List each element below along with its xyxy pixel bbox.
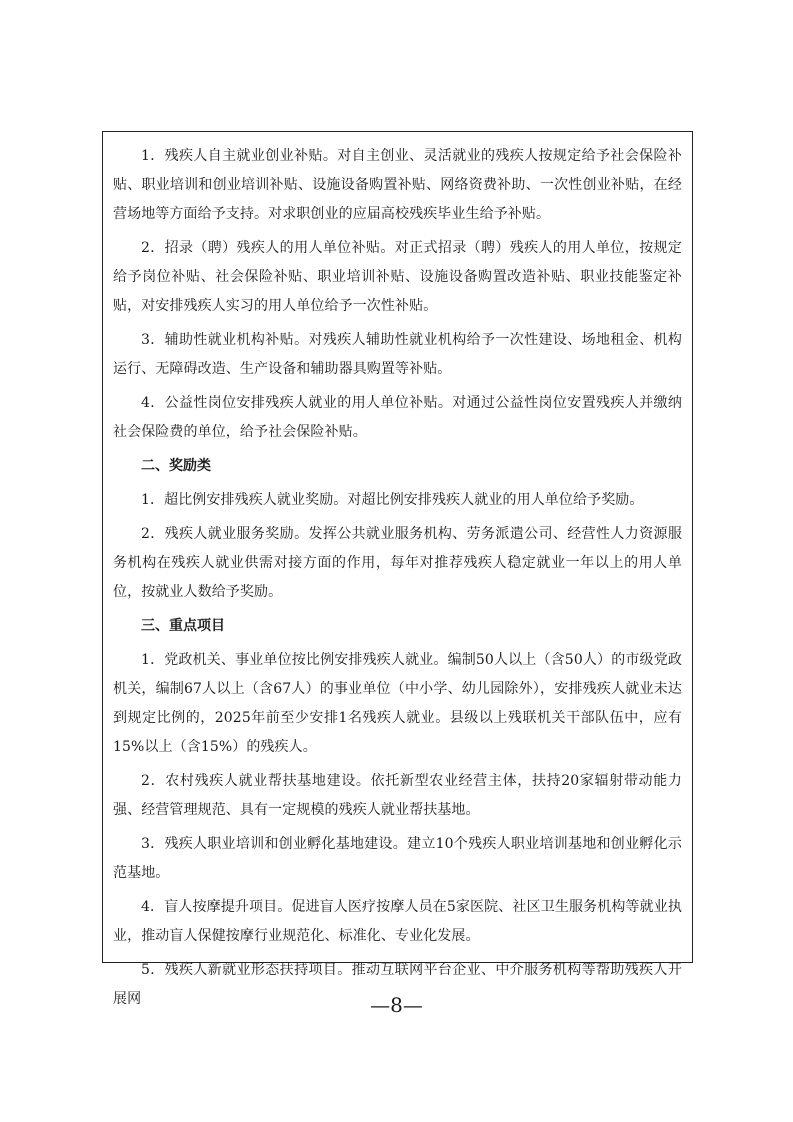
paragraph-subsidy-public-welfare: 4．公益性岗位安排残疾人就业的用人单位补贴。对通过公益性岗位安置残疾人并缴纳社会保险费的单位，给予社会保险补贴。 [113,395,682,440]
paragraph-project-rural-base: 2．农村残疾人就业帮扶基地建设。依托新型农业经营主体，扶持20家辐射带动能力强、经营管理规范、具有一定规模的残疾人就业帮扶基地。 [113,773,682,818]
paragraph-subsidy-auxiliary: 3．辅助性就业机构补贴。对残疾人辅助性就业机构给予一次性建设、场地租金、机构运行、无障碍改造、生产设备和辅助器具购置等补贴。 [113,332,682,377]
content-frame [102,131,693,1007]
paragraph-subsidy-self-employment: 1．残疾人自主就业创业补贴。对自主创业、灵活就业的残疾人按规定给予社会保险补贴、职业培训和创业培训补贴、设施设备购置补贴、网络资费补助、一次性创业补贴，在经营场地等方面给予支持。对求职创业的应届高校残疾毕业生给予补贴。 [113,148,682,222]
paragraph-project-training-base: 3．残疾人职业培训和创业孵化基地建设。建立10个残疾人职业培训基地和创业孵化示范基地。 [113,836,682,881]
paragraph-reward-service: 2．残疾人就业服务奖励。发挥公共就业服务机构、劳务派遣公司、经营性人力资源服务机构在残疾人就业供需对接方面的作用，每年对推荐残疾人稳定就业一年以上的用人单位，按就业人数给予奖励。 [113,526,682,600]
paragraph-subsidy-employer: 2．招录（聘）残疾人的用人单位补贴。对正式招录（聘）残疾人的用人单位，按规定给予岗位补贴、社会保险补贴、职业培训补贴、设施设备购置改造补贴、职业技能鉴定补贴，对安排残疾人实习的用人单位给予一次性补贴。 [113,240,682,314]
section-heading-key-projects: 三、重点项目 [141,618,225,634]
paragraph-reward-over-ratio: 1．超比例安排残疾人就业奖励。对超比例安排残疾人就业的用人单位给予奖励。 [141,492,644,508]
paragraph-project-new-employment: 5．残疾人新就业形态扶持项目。推动互联网平台企业、中介服务机构等帮助残疾人开展网 [113,962,682,1007]
paragraph-project-party-organs: 1．党政机关、事业单位按比例安排残疾人就业。编制50人以上（含50人）的市级党政机关，编制67人以上（含67人）的事业单位（中小学、幼儿园除外），安排残疾人就业未达到规定比例的，2025年前至少安排1名残疾人就业。县级以上残联机关干部队伍中，应有15%以上（含15%）的残疾人。 [113,652,682,755]
paragraph-project-blind-massage: 4．盲人按摩提升项目。促进盲人医疗按摩人员在5家医院、社区卫生服务机构等就业执业，推动盲人保健按摩行业规范化、标准化、专业化发展。 [113,899,682,944]
page-number: —8— [370,993,423,1017]
section-heading-rewards: 二、奖励类 [141,458,211,474]
